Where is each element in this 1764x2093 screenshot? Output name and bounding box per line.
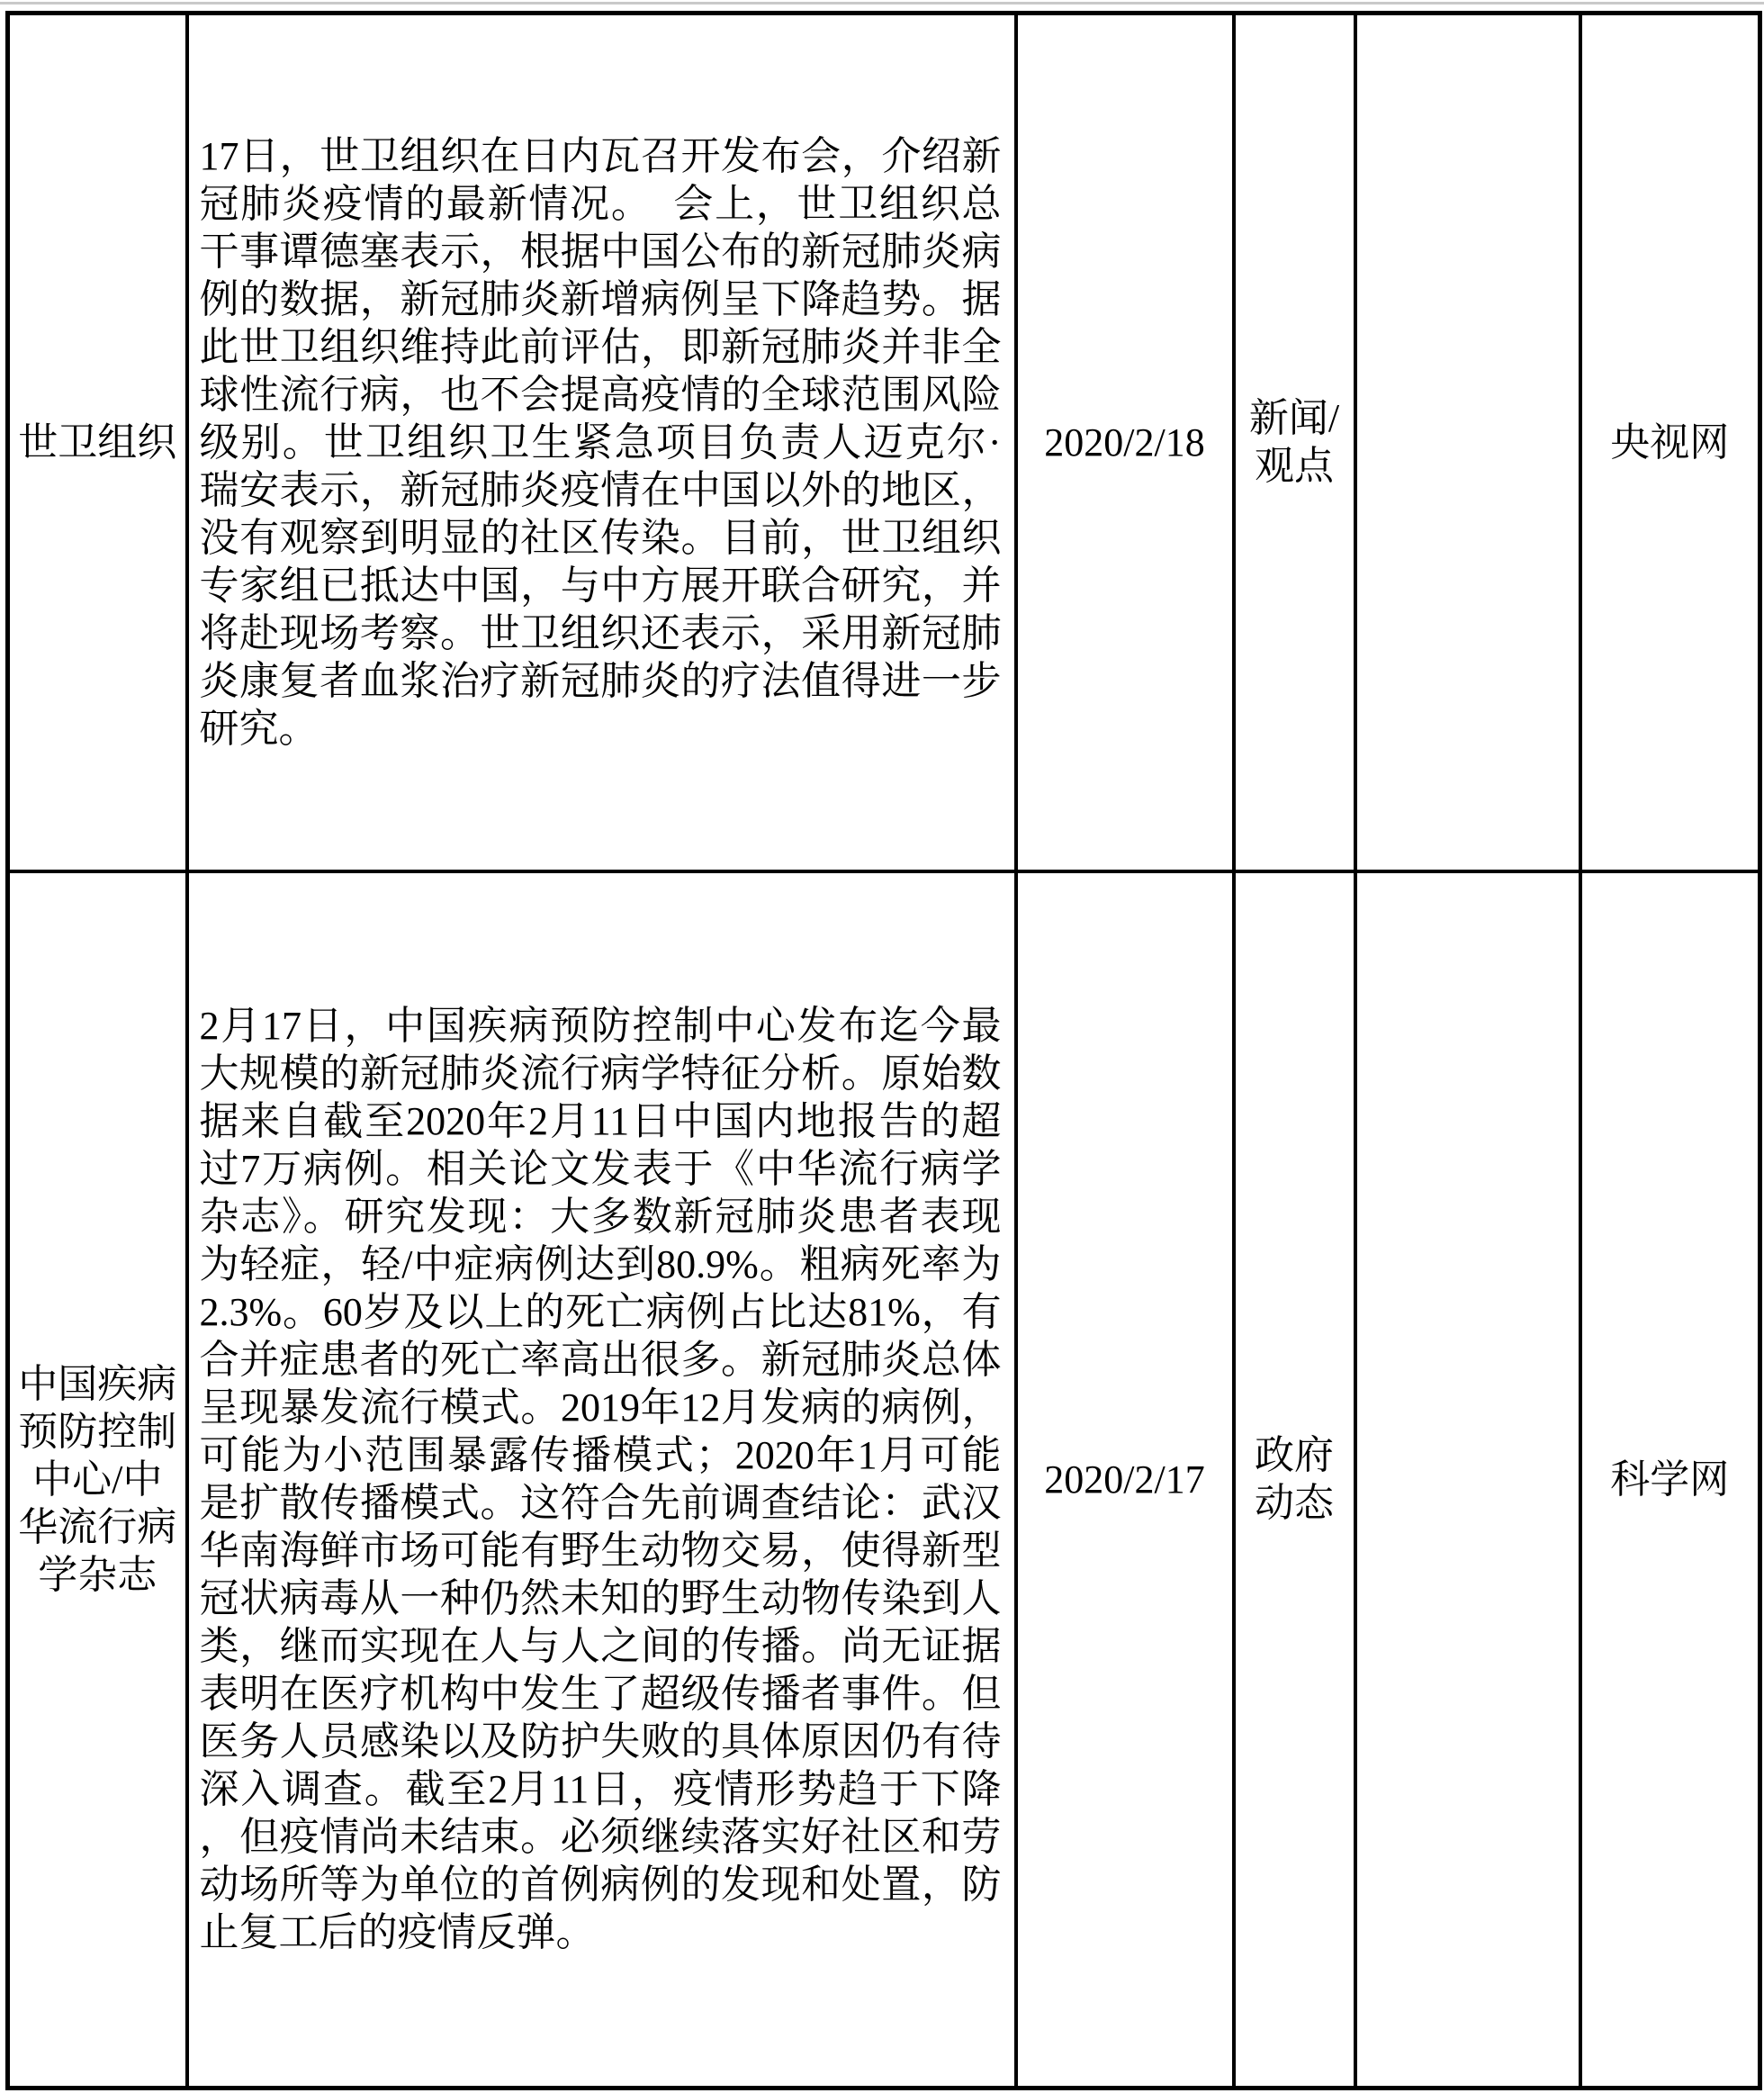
source-cell: 科学网 xyxy=(1580,871,1760,2088)
blank-cell xyxy=(1355,871,1580,2088)
organization-cell: 世卫组织 xyxy=(8,14,187,871)
date-cell: 2020/2/17 xyxy=(1016,871,1234,2088)
organization-cell: 中国疾病预防控制中心/中华流行病学杂志 xyxy=(8,871,187,2088)
table-row xyxy=(8,14,1760,871)
table-row xyxy=(8,871,1760,2088)
description-cell: 2月17日，中国疾病预防控制中心发布迄今最大规模的新冠肺炎流行病学特征分析。原始数据来自截至2020年2月11日中国内地报告的超过7万病例。相关论文发表于《中华流行病学杂志》。研究发现：大多数新冠肺炎患者表现为轻症，轻/中症病例达到80.9%。粗病死率为2.3%。60岁及以上的死亡病例占比达81%，有合并症患者的死亡率高出很多。新冠肺炎总体呈现暴发流行模式。2019年12月发病的病例，可能为小范围暴露传播模式；2020年1月可能是扩散传播模式。这符合先前调查结论：武汉华南海鲜市场可能有野生动物交易，使得新型冠状病毒从一种仍然未知的野生动物传染到人类，继而实现在人与人之间的传播。尚无证据表明在医疗机构中发生了超级传播者事件。但医务人员感染以及防护失败的具体原因仍有待深入调查。截至2月11日，疫情形势趋于下降，但疫情尚未结束。必须继续落实好社区和劳动场所等为单位的首例病例的发现和处置，防止复工后的疫情反弹。 xyxy=(187,871,1016,2088)
category-cell: 新闻/观点 xyxy=(1234,14,1355,871)
news-summary-table xyxy=(5,11,1762,2090)
blank-cell xyxy=(1355,14,1580,871)
page-top-hairline xyxy=(0,2,1764,5)
description-cell: 17日，世卫组织在日内瓦召开发布会，介绍新冠肺炎疫情的最新情况。 会上，世卫组织总干事谭德塞表示，根据中国公布的新冠肺炎病例的数据，新冠肺炎新增病例呈下降趋势。据此世卫组织维持此前评估，即新冠肺炎并非全球性流行病，也不会提高疫情的全球范围风险级别。世卫组织卫生紧急项目负责人迈克尔·瑞安表示，新冠肺炎疫情在中国以外的地区，没有观察到明显的社区传染。目前，世卫组织专家组已抵达中国，与中方展开联合研究，并将赴现场考察。世卫组织还表示，采用新冠肺炎康复者血浆治疗新冠肺炎的疗法值得进一步研究。 xyxy=(187,14,1016,871)
category-cell: 政府动态 xyxy=(1234,871,1355,2088)
date-cell: 2020/2/18 xyxy=(1016,14,1234,871)
source-cell: 央视网 xyxy=(1580,14,1760,871)
